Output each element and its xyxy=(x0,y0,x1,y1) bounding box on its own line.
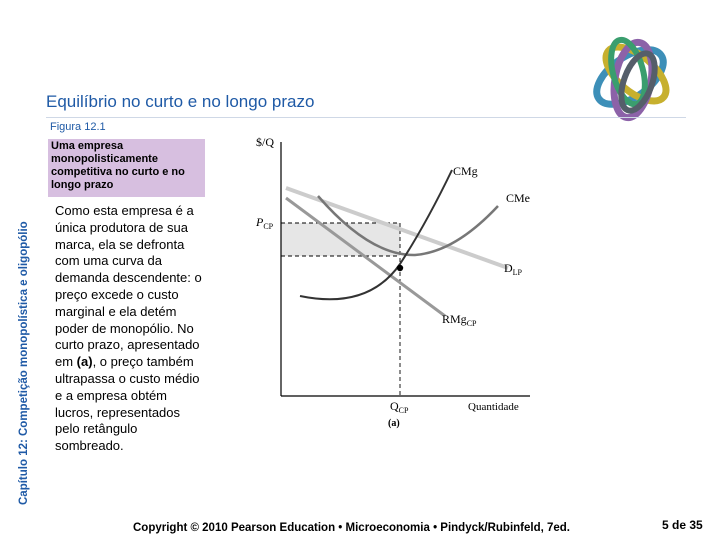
figure-caption-box xyxy=(48,139,205,197)
price-label-sub: CP xyxy=(263,222,274,231)
page-number: 5 de 35 xyxy=(662,518,703,532)
explanation-part-2: , o preço também ultrapassa o custo médio e a empresa obtém lucros, representados pelo retângulo sombreado. xyxy=(55,354,200,454)
equilibrium-point xyxy=(397,265,403,271)
chapter-vertical-title: Capítulo 12: Competição monopolística e oligopólio xyxy=(18,221,30,505)
x-axis-label: Quantidade xyxy=(468,401,519,413)
price-label-main: P xyxy=(256,215,264,229)
figure-label: Figura 12.1 xyxy=(50,121,106,133)
explanation-bold-ref: (a) xyxy=(76,354,93,370)
copyright-footer: Copyright © 2010 Pearson Education • Microeconomia • Pindyck/Rubinfeld, 7ed. xyxy=(133,522,571,534)
panel-label: (a) xyxy=(388,418,400,429)
figure-caption-text: Uma empresa monopolisticamente competitiva no curto e no longo prazo xyxy=(51,140,185,191)
quantity-label-main: Q xyxy=(390,399,399,413)
quantity-label xyxy=(390,399,409,415)
ac-label: CMe xyxy=(506,191,530,205)
equilibrium-diagram xyxy=(240,128,540,429)
explanation-text xyxy=(55,203,205,455)
page-title: Equilíbrio no curto e no longo prazo xyxy=(46,92,315,111)
demand-label-main: D xyxy=(504,261,513,275)
mr-label-sub: CP xyxy=(466,319,477,328)
demand-label xyxy=(504,261,523,277)
mr-label-main: RMg xyxy=(442,312,467,326)
quantity-label-sub: CP xyxy=(398,406,409,415)
price-label xyxy=(255,215,274,231)
explanation-part-1: Como esta empresa é a única produtora de sua marca, ela se defronta com uma curva da demanda descendente: o preço excede o custo marginal e ela detém poder de monopólio. No curto prazo, apresentado em xyxy=(55,203,202,370)
mc-label: CMg xyxy=(453,164,478,178)
y-axis-label: $/Q xyxy=(256,135,274,149)
mr-label xyxy=(442,312,477,328)
title-divider xyxy=(46,117,686,118)
demand-label-sub: LP xyxy=(512,268,523,277)
interlocking-rings-logo-icon xyxy=(578,22,688,132)
